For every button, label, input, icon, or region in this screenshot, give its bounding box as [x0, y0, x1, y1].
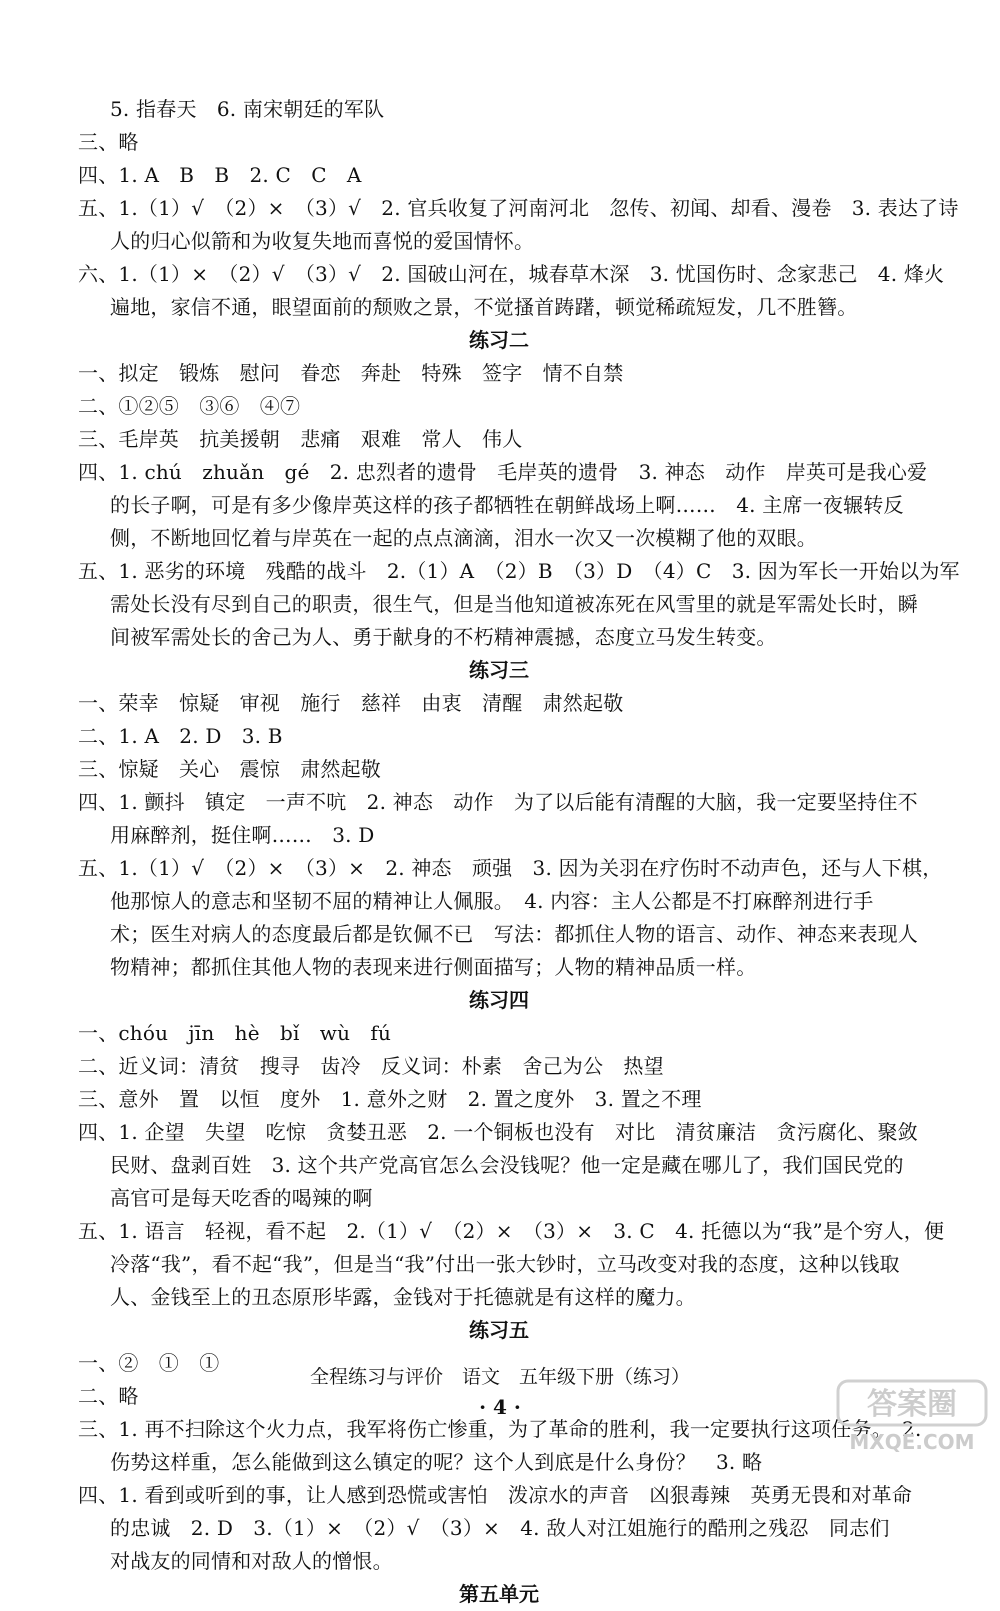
answer-line: 一、荣幸 惊疑 审视 施行 慈祥 由衷 清醒 肃然起敬: [78, 691, 624, 715]
answer-line: 三、惊疑 关心 震惊 肃然起敬: [78, 757, 381, 781]
page-number: · 4 ·: [479, 1395, 521, 1419]
answer-line: 三、略: [78, 130, 139, 154]
answer-line: 一、chóu jīn hè bǐ wù fú: [78, 1021, 392, 1045]
answer-line: 术；医生对病人的态度最后都是钦佩不已 写法：都抓住人物的语言、动作、神态来表现人: [110, 922, 918, 946]
answer-line: 高官可是每天吃香的喝辣的啊: [110, 1186, 373, 1210]
answer-line: 二、略: [78, 1384, 139, 1408]
answer-line: 五、1. 恶劣的环境 残酷的战斗 2.（1）A （2）B （3）D （4）C 3. 因为军长一开始以为军: [78, 559, 960, 583]
answer-line: 伤势这样重，怎么能做到这么镇定的呢？这个人到底是什么身份？ 3. 略: [110, 1450, 763, 1474]
section-heading: 练习四: [469, 988, 529, 1012]
footer-title: 全程练习与评价 语文 五年级下册（练习）: [309, 1366, 690, 1388]
watermark-site: MXQE.COM: [849, 1430, 975, 1454]
answer-line: 五、1.（1）√ （2）× （3）× 2. 神态 顽强 3. 因为关羽在疗伤时不动声色，还与人下棋，: [78, 856, 943, 880]
answer-line: 三、1. 再不扫除这个火力点，我军将伤亡惨重，为了革命的胜利，我一定要执行这项任务。 2.: [78, 1417, 922, 1441]
answer-line: 需处长没有尽到自己的职责，很生气，但是当他知道被冻死在风雪里的就是军需处长时，瞬: [110, 592, 918, 616]
answer-line: 间被军需处长的舍己为人、勇于献身的不朽精神震撼，态度立马发生转变。: [110, 625, 777, 649]
answer-line: 冷落“我”，看不起“我”，但是当“我”付出一张大钞时，立马改变对我的态度，这种以钱取: [110, 1252, 900, 1276]
answer-line: 一、拟定 锻炼 慰问 眷恋 奔赴 特殊 签字 情不自禁: [78, 361, 624, 385]
watermark-logo: [832, 1377, 992, 1457]
answer-line: 四、1. 看到或听到的事，让人感到恐慌或害怕 泼凉水的声音 凶狠毒辣 英勇无畏和对革命: [78, 1483, 913, 1507]
answer-line: 二、①②⑤ ③⑥ ④⑦: [78, 394, 301, 418]
answer-line: 用麻醉剂，挺住啊…… 3. D: [110, 823, 375, 847]
section-heading: 第五单元: [459, 1582, 539, 1606]
answer-line: 遍地，家信不通，眼望面前的颓败之景，不觉搔首踌躇，顿觉稀疏短发，几不胜簪。: [110, 295, 858, 319]
answer-line: 物精神；都抓住其他人物的表现来进行侧面描写；人物的精神品质一样。: [110, 955, 757, 979]
section-heading: 练习三: [469, 658, 529, 682]
answer-line: 五、1.（1）√ （2）× （3）√ 2. 官兵收复了河南河北 忽传、初闻、却看、漫卷 3. 表达了诗: [78, 196, 959, 220]
answer-line: 民财、盘剥百姓 3. 这个共产党高官怎么会没钱呢？他一定是藏在哪儿了，我们国民党的: [110, 1153, 904, 1177]
answer-line: 三、意外 置 以恒 度外 1. 意外之财 2. 置之度外 3. 置之不理: [78, 1087, 702, 1111]
answer-line: 四、1. A B B 2. C C A: [78, 163, 362, 187]
answer-line: 的忠诚 2. D 3.（1）× （2）√ （3）× 4. 敌人对江姐施行的酷刑之残忍 同志们: [110, 1516, 890, 1540]
answer-line: 侧，不断地回忆着与岸英在一起的点点滴滴，泪水一次又一次模糊了他的双眼。: [110, 526, 817, 550]
answer-line: 一、② ① ①: [78, 1351, 220, 1375]
answer-line: 对战友的同情和对敌人的憎恨。: [110, 1549, 393, 1573]
answer-line: 他那惊人的意志和坚韧不屈的精神让人佩服。 4. 内容：主人公都是不打麻醉剂进行手: [110, 889, 874, 913]
section-heading: 练习二: [469, 328, 529, 352]
answer-line: 五、1. 语言 轻视，看不起 2.（1）√ （2）× （3）× 3. C 4. 托德以为“我”是个穷人，便: [78, 1219, 945, 1243]
watermark-text: 答案圈: [867, 1387, 957, 1422]
answer-line: 四、1. 企望 失望 吃惊 贪婪丑恶 2. 一个铜板也没有 对比 清贫廉洁 贪污腐化、聚敛: [78, 1120, 918, 1144]
answer-line: 二、1. A 2. D 3. B: [78, 724, 283, 748]
answer-line: 六、1.（1）× （2）√ （3）√ 2. 国破山河在，城春草木深 3. 忧国伤时、念家悲己 4. 烽火: [78, 262, 945, 286]
answer-line: 人、金钱至上的丑态原形毕露，金钱对于托德就是有这样的魔力。: [110, 1285, 696, 1309]
answer-line: 二、近义词：清贫 搜寻 齿冷 反义词：朴素 舍己为公 热望: [78, 1054, 664, 1078]
section-heading: 练习五: [469, 1318, 529, 1342]
answer-line: 人的归心似箭和为收复失地而喜悦的爱国情怀。: [110, 229, 535, 253]
answer-line: 5. 指春天 6. 南宋朝廷的军队: [110, 97, 385, 121]
answer-line: 四、1. chú zhuǎn gé 2. 忠烈者的遗骨 毛岸英的遗骨 3. 神态 动作 岸英可是我心爱: [78, 460, 928, 484]
answer-line: 四、1. 颤抖 镇定 一声不吭 2. 神态 动作 为了以后能有清醒的大脑，我一定要坚持住不: [78, 790, 918, 814]
answer-line: 三、毛岸英 抗美援朝 悲痛 艰难 常人 伟人: [78, 427, 523, 451]
answer-line: 的长子啊，可是有多少像岸英这样的孩子都牺牲在朝鲜战场上啊…… 4. 主席一夜辗转反: [110, 493, 904, 517]
